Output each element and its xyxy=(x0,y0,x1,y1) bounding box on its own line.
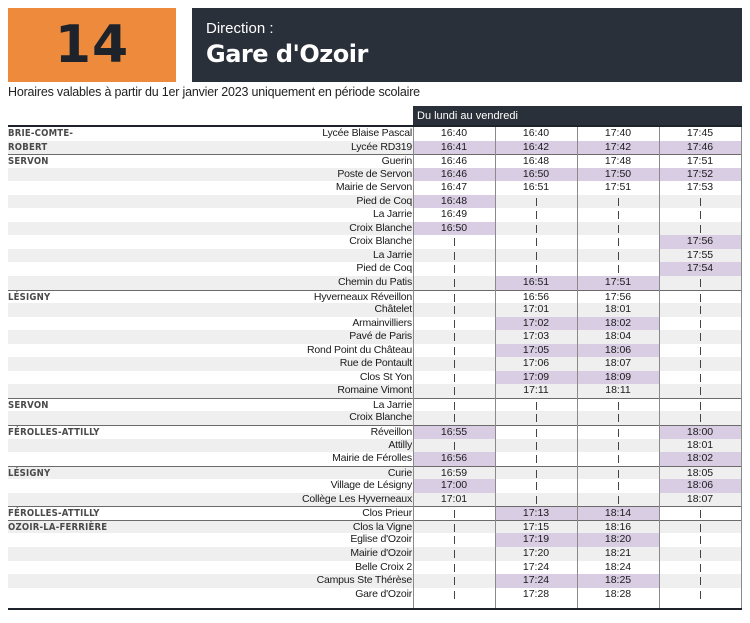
departure-time: 18:06 xyxy=(577,344,659,358)
stop-name: Réveillon xyxy=(370,426,412,439)
timetable-row xyxy=(8,208,742,222)
pass-through-marker xyxy=(413,330,495,344)
pass-through-marker xyxy=(413,399,495,413)
departure-time: 16:56 xyxy=(413,452,495,466)
timetable-row xyxy=(8,222,742,236)
timetable-row xyxy=(8,452,742,466)
timetable-row xyxy=(8,344,742,358)
timetable-row xyxy=(8,384,742,398)
commune-label xyxy=(8,303,118,304)
departure-time: 17:51 xyxy=(604,181,632,194)
pass-through-marker xyxy=(659,588,741,602)
pass-through-marker xyxy=(577,479,659,493)
commune-label: SERVON xyxy=(8,156,49,168)
timetable-row xyxy=(8,317,742,331)
stop-name: Mairie d'Ozoir xyxy=(350,546,412,559)
pass-through-marker xyxy=(413,384,495,398)
departure-time: 17:05 xyxy=(495,344,577,358)
commune-label xyxy=(8,357,118,358)
pass-through-marker xyxy=(659,561,741,575)
pass-through-marker xyxy=(413,521,495,535)
departure-time: 16:41 xyxy=(413,141,495,155)
pass-through-marker xyxy=(659,317,741,331)
stop-name: Croix Blanche xyxy=(349,221,412,234)
stop-name: Lycée Blaise Pascal xyxy=(322,127,412,139)
timetable-row xyxy=(8,303,742,317)
stop-name: Clos Prieur xyxy=(362,507,412,520)
departure-time: 18:07 xyxy=(686,492,714,505)
departure-time: 18:07 xyxy=(604,357,632,370)
departure-time: 17:51 xyxy=(686,155,714,168)
stop-name: Lycée RD319 xyxy=(350,140,412,153)
pass-through-marker xyxy=(413,561,495,575)
stop-name: Hyverneaux Réveillon xyxy=(313,290,412,303)
departure-time: 16:50 xyxy=(413,222,495,236)
commune-label xyxy=(8,439,118,440)
stop-name: Poste de Servon xyxy=(337,167,412,180)
destination-name: Gare d'Ozoir xyxy=(206,40,368,68)
commune-label xyxy=(8,262,118,263)
departure-time: 16:48 xyxy=(522,155,550,168)
departure-time: 18:02 xyxy=(577,317,659,331)
pass-through-marker xyxy=(413,249,495,263)
commune-label xyxy=(8,561,118,562)
commune-label: FÉROLLES-ATTILLY xyxy=(8,427,100,439)
timetable-row xyxy=(8,425,742,439)
stop-name: Belle Croix 2 xyxy=(355,560,412,573)
line-number: 14 xyxy=(54,15,130,75)
commune-label xyxy=(8,574,118,575)
pass-through-marker xyxy=(659,195,741,209)
stop-name: Guerin xyxy=(381,155,412,168)
timetable-row xyxy=(8,262,742,276)
departure-time: 17:01 xyxy=(522,303,550,316)
pass-through-marker xyxy=(413,235,495,249)
timetable-row xyxy=(8,561,742,575)
commune-label xyxy=(8,411,118,412)
departure-time: 18:05 xyxy=(686,466,714,479)
pass-through-marker xyxy=(495,426,577,440)
departure-time: 18:24 xyxy=(604,560,632,573)
pass-through-marker xyxy=(413,317,495,331)
departure-time: 17:09 xyxy=(495,371,577,385)
departure-time: 17:48 xyxy=(604,155,632,168)
pass-through-marker xyxy=(659,357,741,371)
pass-through-marker xyxy=(659,547,741,561)
pass-through-marker xyxy=(577,195,659,209)
pass-through-marker xyxy=(659,507,741,521)
pass-through-marker xyxy=(659,533,741,547)
period-header: Du lundi au vendredi xyxy=(413,106,742,126)
commune-label: BRIE-COMTE- xyxy=(8,128,74,139)
commune-label xyxy=(8,168,118,169)
commune-label xyxy=(8,452,118,453)
pass-through-marker xyxy=(495,411,577,425)
column-divider xyxy=(659,127,660,608)
stop-name: La Jarrie xyxy=(372,398,412,411)
pass-through-marker xyxy=(413,371,495,385)
commune-label: ROBERT xyxy=(8,141,48,153)
departure-time: 16:51 xyxy=(522,181,550,194)
pass-through-marker xyxy=(413,262,495,276)
stop-name: Village de Lésigny xyxy=(330,479,412,492)
departure-time: 17:45 xyxy=(686,127,714,139)
pass-through-marker xyxy=(495,452,577,466)
pass-through-marker xyxy=(577,208,659,222)
stop-name: Attilly xyxy=(388,438,412,451)
timetable-row xyxy=(8,398,742,412)
departure-time: 18:25 xyxy=(577,574,659,588)
timetable-row xyxy=(8,357,742,371)
departure-time: 18:04 xyxy=(604,330,632,343)
departure-time: 17:13 xyxy=(495,507,577,521)
commune-label xyxy=(8,588,118,589)
commune-label: OZOIR-LA-FERRIÈRE xyxy=(8,521,108,533)
departure-time: 16:42 xyxy=(495,141,577,155)
timetable-row xyxy=(8,588,742,602)
departure-time: 17:00 xyxy=(413,479,495,493)
pass-through-marker xyxy=(659,291,741,305)
commune-label xyxy=(8,371,118,372)
departure-time: 16:59 xyxy=(440,466,468,479)
pass-through-marker xyxy=(659,222,741,236)
pass-through-marker xyxy=(577,426,659,440)
commune-label xyxy=(8,181,118,182)
pass-through-marker xyxy=(577,452,659,466)
pass-through-marker xyxy=(659,411,741,425)
departure-time: 16:40 xyxy=(440,127,468,139)
departure-time: 17:42 xyxy=(577,141,659,155)
departure-time: 16:49 xyxy=(440,208,468,221)
pass-through-marker xyxy=(495,262,577,276)
commune-label xyxy=(8,317,118,318)
departure-time: 17:03 xyxy=(522,330,550,343)
departure-time: 17:02 xyxy=(495,317,577,331)
pass-through-marker xyxy=(495,195,577,209)
pass-through-marker xyxy=(577,467,659,481)
departure-time: 17:20 xyxy=(522,546,550,559)
commune-label: LÉSIGNY xyxy=(8,467,51,479)
pass-through-marker xyxy=(413,574,495,588)
timetable-row xyxy=(8,330,742,344)
commune-label xyxy=(8,208,118,209)
commune-label xyxy=(8,547,118,548)
stop-name: Eglise d'Ozoir xyxy=(350,533,412,546)
pass-through-marker xyxy=(495,493,577,507)
timetable-row xyxy=(8,290,742,304)
pass-through-marker xyxy=(659,384,741,398)
timetable-row xyxy=(8,506,742,520)
commune-label xyxy=(8,330,118,331)
timetable-row xyxy=(8,276,742,290)
validity-note: Horaires valables à partir du 1er janvier 2023 uniquement en période scolaire xyxy=(8,85,420,99)
timetable-row xyxy=(8,141,742,155)
stop-name: La Jarrie xyxy=(372,208,412,221)
stop-name: Mairie de Servon xyxy=(335,181,412,194)
stop-name: Pavé de Paris xyxy=(349,330,412,343)
departure-time: 18:28 xyxy=(604,587,632,600)
table-bottom-rule xyxy=(8,608,742,610)
departure-time: 16:46 xyxy=(440,155,468,168)
timetable-row xyxy=(8,493,742,507)
stop-name: Curie xyxy=(387,466,412,479)
pass-through-marker xyxy=(659,521,741,535)
timetable-row xyxy=(8,520,742,534)
stop-name: Clos la Vigne xyxy=(352,520,412,533)
pass-through-marker xyxy=(413,276,495,290)
departure-time: 18:11 xyxy=(605,384,631,397)
pass-through-marker xyxy=(413,533,495,547)
stop-name: Châtelet xyxy=(374,303,412,316)
commune-label xyxy=(8,222,118,223)
pass-through-marker xyxy=(659,303,741,317)
stop-name: Gare d'Ozoir xyxy=(355,587,412,600)
pass-through-marker xyxy=(413,303,495,317)
timetable-row xyxy=(8,479,742,493)
departure-time: 17:53 xyxy=(686,181,714,194)
pass-through-marker xyxy=(413,588,495,602)
departure-time: 16:46 xyxy=(413,168,495,182)
stop-name: Mairie de Férolles xyxy=(332,452,412,465)
departure-time: 17:15 xyxy=(522,520,550,533)
stop-name: Croix Blanche xyxy=(349,411,412,424)
timetable-row xyxy=(8,411,742,425)
stop-name: Pied de Coq xyxy=(356,194,412,207)
pass-through-marker xyxy=(659,344,741,358)
commune-label: SERVON xyxy=(8,399,49,411)
commune-label xyxy=(8,384,118,385)
timetable-row xyxy=(8,181,742,195)
pass-through-marker xyxy=(577,222,659,236)
commune-label: LÉSIGNY xyxy=(8,291,51,303)
pass-through-marker xyxy=(495,235,577,249)
departure-time: 16:50 xyxy=(495,168,577,182)
departure-time: 16:51 xyxy=(495,276,577,290)
pass-through-marker xyxy=(577,411,659,425)
direction-label: Direction : xyxy=(206,20,274,37)
departure-time: 17:19 xyxy=(495,533,577,547)
timetable-row xyxy=(8,249,742,263)
pass-through-marker xyxy=(659,371,741,385)
pass-through-marker xyxy=(659,276,741,290)
stop-name: Romaine Vimont xyxy=(337,384,412,397)
timetable-row xyxy=(8,168,742,182)
departure-time: 18:00 xyxy=(659,426,741,440)
departure-time: 18:01 xyxy=(604,303,632,316)
departure-time: 16:55 xyxy=(413,426,495,440)
commune-label xyxy=(8,493,118,494)
pass-through-marker xyxy=(413,357,495,371)
timetable-row xyxy=(8,439,742,453)
pass-through-marker xyxy=(495,399,577,413)
pass-through-marker xyxy=(495,467,577,481)
pass-through-marker xyxy=(495,222,577,236)
timetable-row xyxy=(8,371,742,385)
pass-through-marker xyxy=(495,439,577,453)
pass-through-marker xyxy=(413,344,495,358)
pass-through-marker xyxy=(413,291,495,305)
timetable-row xyxy=(8,533,742,547)
departure-time: 17:50 xyxy=(577,168,659,182)
pass-through-marker xyxy=(495,479,577,493)
pass-through-marker xyxy=(413,547,495,561)
pass-through-marker xyxy=(659,399,741,413)
column-divider xyxy=(577,127,578,608)
departure-time: 17:55 xyxy=(686,248,714,261)
departure-time: 18:14 xyxy=(577,507,659,521)
timetable-row xyxy=(8,235,742,249)
timetable-row xyxy=(8,574,742,588)
stop-name: Rond Point du Château xyxy=(307,343,412,356)
departure-time: 16:40 xyxy=(522,127,550,139)
stop-name: Clos St Yon xyxy=(359,370,412,383)
pass-through-marker xyxy=(413,439,495,453)
departure-time: 17:46 xyxy=(659,141,741,155)
departure-time: 18:06 xyxy=(659,479,741,493)
timetable-row xyxy=(8,195,742,209)
departure-time: 18:21 xyxy=(604,546,632,559)
stop-name: Rue de Pontault xyxy=(339,357,412,370)
stop-name: Chemin du Patis xyxy=(337,276,412,289)
departure-time: 17:56 xyxy=(659,235,741,249)
departure-time: 18:16 xyxy=(604,520,632,533)
pass-through-marker xyxy=(577,399,659,413)
pass-through-marker xyxy=(577,249,659,263)
pass-through-marker xyxy=(577,439,659,453)
pass-through-marker xyxy=(659,330,741,344)
stop-name: Armainvilliers xyxy=(352,316,412,329)
pass-through-marker xyxy=(413,507,495,521)
departure-time: 18:01 xyxy=(686,438,714,451)
departure-time: 17:40 xyxy=(604,127,632,139)
pass-through-marker xyxy=(495,208,577,222)
departure-time: 18:20 xyxy=(577,533,659,547)
timetable-row xyxy=(8,127,742,141)
commune-label xyxy=(8,276,118,277)
timetable-row xyxy=(8,466,742,480)
pass-through-marker xyxy=(577,235,659,249)
line-number-badge xyxy=(8,8,176,82)
departure-time: 17:11 xyxy=(523,384,549,397)
column-divider xyxy=(495,127,496,608)
pass-through-marker xyxy=(577,493,659,507)
stop-name: La Jarrie xyxy=(372,248,412,261)
stop-name: Pied de Coq xyxy=(356,262,412,275)
pass-through-marker xyxy=(659,208,741,222)
pass-through-marker xyxy=(659,574,741,588)
departure-time: 17:56 xyxy=(604,290,632,303)
stop-name: Campus Ste Thérèse xyxy=(316,574,412,587)
departure-time: 16:56 xyxy=(522,290,550,303)
departure-time: 17:06 xyxy=(522,357,550,370)
departure-time: 17:54 xyxy=(659,262,741,276)
timetable-row xyxy=(8,154,742,168)
departure-time: 16:47 xyxy=(440,181,468,194)
departure-time: 16:48 xyxy=(413,195,495,209)
departure-time: 18:02 xyxy=(659,452,741,466)
departure-time: 17:28 xyxy=(522,587,550,600)
commune-label xyxy=(8,195,118,196)
timetable-grid xyxy=(8,127,742,601)
commune-label xyxy=(8,235,118,236)
commune-label xyxy=(8,479,118,480)
departure-time: 17:52 xyxy=(659,168,741,182)
timetable-row xyxy=(8,547,742,561)
departure-time: 17:51 xyxy=(577,276,659,290)
commune-label: FÉROLLES-ATTILLY xyxy=(8,508,100,520)
commune-label xyxy=(8,249,118,250)
departure-time: 17:24 xyxy=(495,574,577,588)
column-divider xyxy=(413,127,414,608)
pass-through-marker xyxy=(577,262,659,276)
departure-time: 18:09 xyxy=(577,371,659,385)
commune-label xyxy=(8,344,118,345)
commune-label xyxy=(8,533,118,534)
stop-name: Collège Les Hyverneaux xyxy=(302,492,412,505)
departure-time: 17:24 xyxy=(522,560,550,573)
column-divider xyxy=(741,127,742,608)
pass-through-marker xyxy=(413,411,495,425)
pass-through-marker xyxy=(495,249,577,263)
stop-name: Croix Blanche xyxy=(349,235,412,248)
direction-header xyxy=(192,8,742,82)
departure-time: 17:01 xyxy=(440,492,468,505)
